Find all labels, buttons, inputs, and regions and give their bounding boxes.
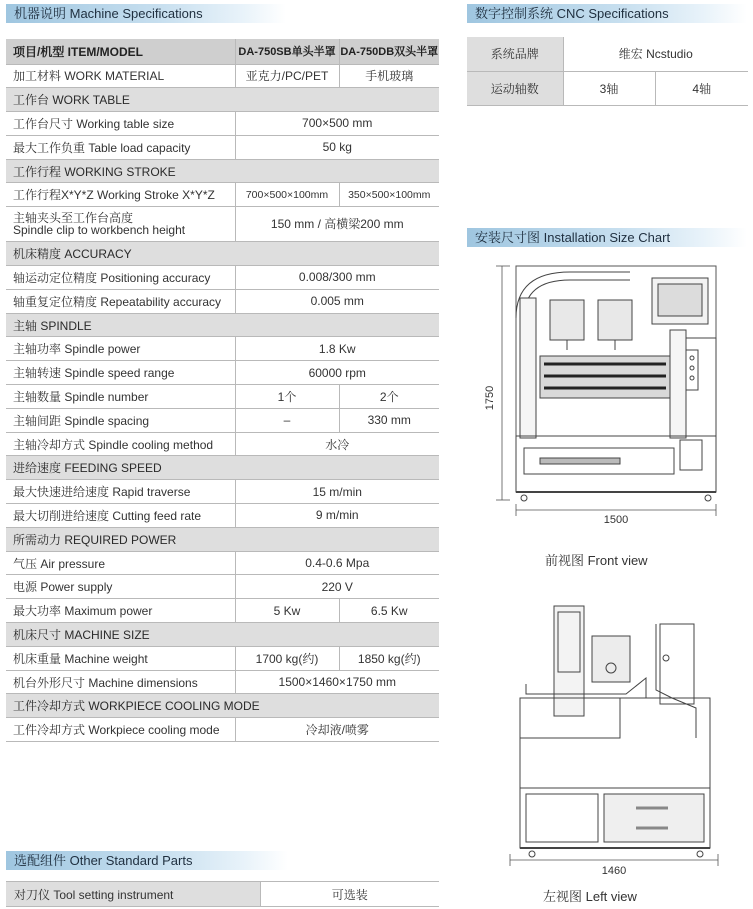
optional-part-label: 对刀仪 Tool setting instrument <box>6 882 260 907</box>
spec-label: 最大功率 Maximum power <box>6 599 235 623</box>
cnc-brand-row <box>467 37 748 71</box>
front-height-dim: 1750 <box>484 385 496 411</box>
spec-label: 最大快速进给速度 Rapid traverse <box>6 480 235 504</box>
spec-value-sb: 5 Kw <box>235 599 339 623</box>
spec-label-cn: 主轴夹头至工作台高度 <box>13 211 134 226</box>
cnc-axes-sb: 3轴 <box>563 71 655 105</box>
spec-label: 加工材料 WORK MATERIAL <box>6 64 235 88</box>
spec-row-spindle-number <box>6 385 439 409</box>
spec-row-spindle-power <box>6 337 439 361</box>
spec-row-spindle-cooling <box>6 432 439 456</box>
machine-specs-table <box>6 39 439 742</box>
optional-part-value: 可选装 <box>260 882 439 907</box>
spec-value: 60000 rpm <box>235 361 439 385</box>
spec-value: 冷却液/喷雾 <box>235 718 439 742</box>
spec-value: 15 m/min <box>235 480 439 504</box>
item-model-header: 项目/机型 ITEM/MODEL <box>6 39 235 64</box>
cnc-brand-label: 系统品牌 <box>467 37 563 71</box>
category-label: 进给速度 FEEDING SPEED <box>6 456 439 480</box>
spec-value: 0.008/300 mm <box>235 266 439 290</box>
model-sb-header: DA-750SB单头半罩 <box>235 39 339 64</box>
spec-value: 700×500 mm <box>235 112 439 136</box>
spec-label: 机台外形尺寸 Machine dimensions <box>6 670 235 694</box>
spec-row-positioning <box>6 266 439 290</box>
spec-row-repeatability <box>6 289 439 313</box>
spec-value-db: 350×500×100mm <box>339 183 439 207</box>
category-label: 机床精度 ACCURACY <box>6 242 439 266</box>
optional-parts-table <box>6 881 439 907</box>
category-label: 所需动力 REQUIRED POWER <box>6 527 439 551</box>
spec-value: 水冷 <box>235 432 439 456</box>
spec-value-db: 2个 <box>339 385 439 409</box>
spec-row-spindle-speed <box>6 361 439 385</box>
cnc-specs-table <box>467 37 748 106</box>
spec-value-sb: 亚克力/PC/PET <box>235 64 339 88</box>
spec-label: 工作台尺寸 Working table size <box>6 112 235 136</box>
size-chart-title: 安装尺寸图 Installation Size Chart <box>467 228 747 247</box>
cnc-specs-title: 数字控制系统 CNC Specifications <box>467 4 747 23</box>
spec-row-work-material <box>6 64 439 88</box>
spec-value: 1.8 Kw <box>235 337 439 361</box>
spec-label-en: Spindle clip to workbench height <box>13 223 186 238</box>
cnc-axes-db: 4轴 <box>655 71 748 105</box>
category-work-table <box>6 88 439 112</box>
cnc-axes-label: 运动轴数 <box>467 71 563 105</box>
category-machine-size <box>6 623 439 647</box>
optional-parts-row <box>6 882 439 907</box>
category-accuracy <box>6 242 439 266</box>
spec-row-power-supply <box>6 575 439 599</box>
spec-row-machine-weight <box>6 646 439 670</box>
spec-label: 主轴冷却方式 Spindle cooling method <box>6 432 235 456</box>
category-feeding-speed <box>6 456 439 480</box>
spec-label: 电源 Power supply <box>6 575 235 599</box>
spec-label: 轴重复定位精度 Repeatability accuracy <box>6 289 235 313</box>
category-label: 主轴 SPINDLE <box>6 313 439 337</box>
spec-row-cutting-feed <box>6 504 439 528</box>
category-working-stroke <box>6 159 439 183</box>
spec-value-sb: – <box>235 408 339 432</box>
spec-header-row <box>6 39 439 64</box>
left-width-dim: 1460 <box>601 865 627 877</box>
front-width-dim: 1500 <box>603 514 629 526</box>
front-view-drawing <box>480 258 740 528</box>
category-label: 工作台 WORK TABLE <box>6 88 439 112</box>
spec-value: 0.005 mm <box>235 289 439 313</box>
spec-value-db: 1850 kg(约) <box>339 646 439 670</box>
spec-row-rapid-traverse <box>6 480 439 504</box>
spec-value-sb: 700×500×100mm <box>235 183 339 207</box>
spec-row-max-power <box>6 599 439 623</box>
spec-value-sb: 1700 kg(约) <box>235 646 339 670</box>
category-label: 工作行程 WORKING STROKE <box>6 159 439 183</box>
spec-label: 机床重量 Machine weight <box>6 646 235 670</box>
spec-label: 气压 Air pressure <box>6 551 235 575</box>
spec-value-sb: 1个 <box>235 385 339 409</box>
spec-value: 220 V <box>235 575 439 599</box>
front-view-caption: 前视图 Front view <box>545 553 648 568</box>
optional-parts-title: 选配组件 Other Standard Parts <box>6 851 288 870</box>
category-workpiece-cooling <box>6 694 439 718</box>
category-required-power <box>6 527 439 551</box>
spec-value-db: 6.5 Kw <box>339 599 439 623</box>
spec-row-table-size <box>6 112 439 136</box>
spec-row-machine-dimensions <box>6 670 439 694</box>
spec-value: 1500×1460×1750 mm <box>235 670 439 694</box>
spec-label: 最大切削进给速度 Cutting feed rate <box>6 504 235 528</box>
left-view-drawing <box>496 598 736 880</box>
category-label: 机床尺寸 MACHINE SIZE <box>6 623 439 647</box>
spec-row-table-load <box>6 135 439 159</box>
spec-row-workpiece-cooling <box>6 718 439 742</box>
spec-row-air-pressure <box>6 551 439 575</box>
spec-label: 主轴间距 Spindle spacing <box>6 408 235 432</box>
spec-value-db: 手机玻璃 <box>339 64 439 88</box>
spec-label: 工件冷却方式 Workpiece cooling mode <box>6 718 235 742</box>
spec-row-spindle-spacing <box>6 408 439 432</box>
spec-value: 50 kg <box>235 135 439 159</box>
spec-value-db: 330 mm <box>339 408 439 432</box>
spec-label: 轴运动定位精度 Positioning accuracy <box>6 266 235 290</box>
spec-label: 工作行程X*Y*Z Working Stroke X*Y*Z <box>6 183 235 207</box>
spec-label: 主轴功率 Spindle power <box>6 337 235 361</box>
cnc-axes-row <box>467 71 748 105</box>
spec-label: 最大工作负重 Table load capacity <box>6 135 235 159</box>
spec-row-stroke <box>6 183 439 207</box>
spec-label: 主轴转速 Spindle speed range <box>6 361 235 385</box>
category-spindle <box>6 313 439 337</box>
spec-value: 150 mm / 高横梁200 mm <box>235 207 439 242</box>
spec-value: 0.4-0.6 Mpa <box>235 551 439 575</box>
machine-specs-title: 机器说明 Machine Specifications <box>6 4 286 23</box>
left-view-caption: 左视图 Left view <box>543 889 637 904</box>
spec-row-spindle-height <box>6 207 439 242</box>
cnc-brand-value: 维宏 Ncstudio <box>563 37 748 71</box>
category-label: 工件冷却方式 WORKPIECE COOLING MODE <box>6 694 439 718</box>
spec-label: 主轴数量 Spindle number <box>6 385 235 409</box>
spec-value: 9 m/min <box>235 504 439 528</box>
spec-label <box>6 207 235 242</box>
model-db-header: DA-750DB双头半罩 <box>339 39 439 64</box>
